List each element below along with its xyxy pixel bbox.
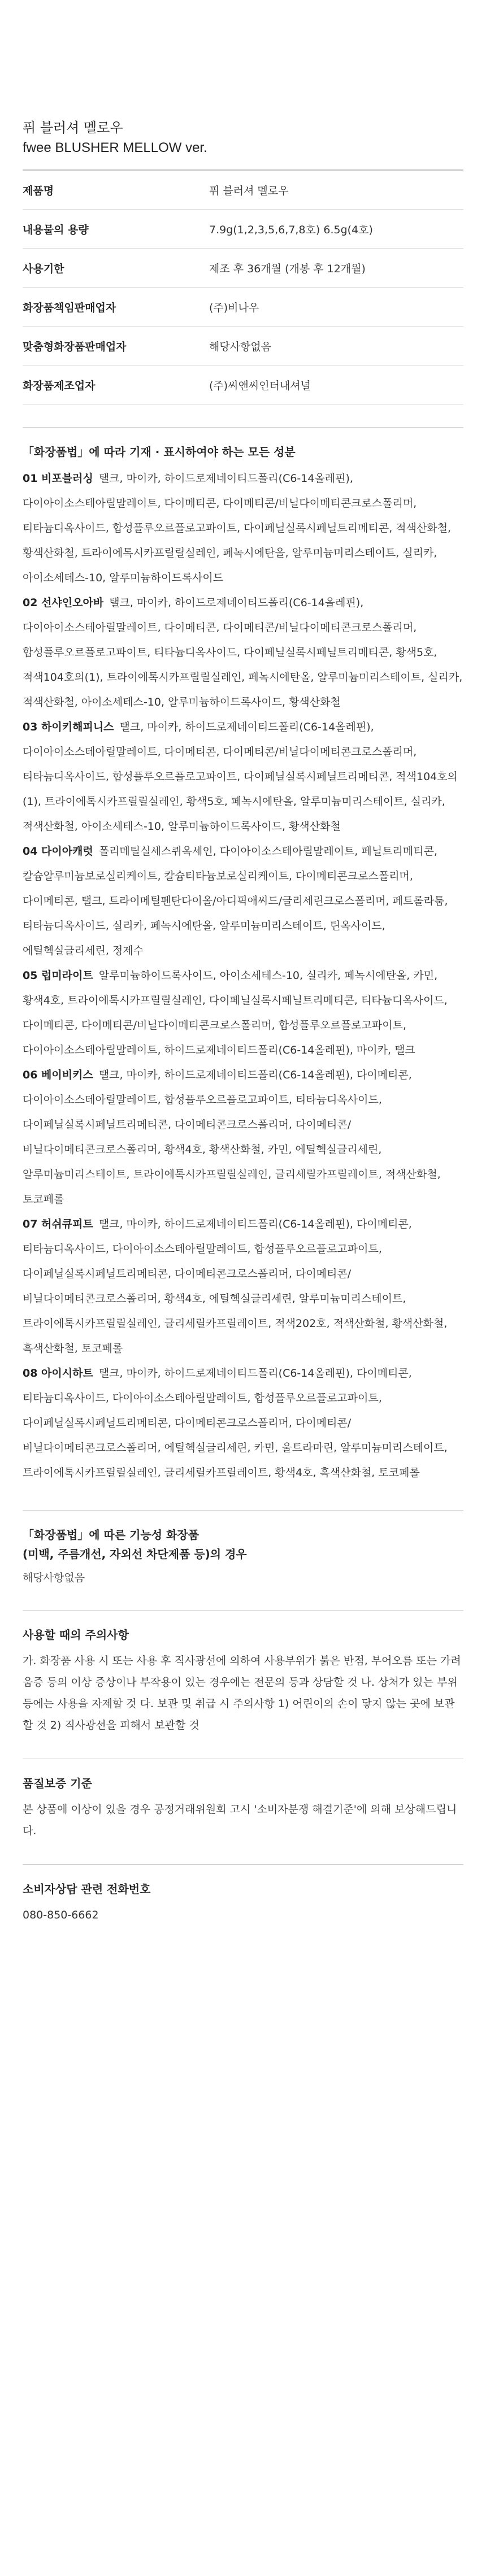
ingredient-list: 탤크, 마이카, 하이드로제네이티드폴리(C6-14올레핀), 다이메티콘, 다이아이소스테아릴말레이트, 합성플루오르플로고파이트, 티타늄디옥사이드, 다이페닐실록시페닐트리메티콘, 다이메티콘크로스폴리머, 다이메티콘/비닐다이메티콘크로스폴리머, 황색4호, 황색산화철, 카민, 에틸헥실글리세린, 알루미늄미리스테이트, 트라이에톡시카프릴릴실레인, 글리세릴카프릴레이트, 적색산화철, 토코페롤 — [23, 1069, 441, 1206]
shade-name: 02 선샤인오아바 — [23, 597, 104, 609]
ingredient-item — [23, 1063, 463, 1212]
functional-title: 「화장품법」에 따른 기능성 화장품 (미백, 주름개선, 자외선 차단제품 등)의 경우 — [23, 1528, 247, 1561]
ingredient-list: 알루미늄하이드록사이드, 아이소세테스-10, 실리카, 페녹시에탄올, 카민, 황색4호, 트라이에톡시카프릴릴실레인, 다이페닐실록시페닐트리메티콘, 티타늄디옥사이드, 다이메티콘, 다이메티콘/비닐다이메티콘크로스폴리머, 합성플루오르플로고파이트, 다이아이소스테아릴말레이트, 하이드로제네이티드폴리(C6-14올레핀), 마이카, 탤크 — [23, 969, 448, 1056]
ingredient-item — [23, 1361, 463, 1485]
ingredient-item — [23, 1212, 463, 1361]
ingredient-list: 탤크, 마이카, 하이드로제네이티드폴리(C6-14올레핀), 다이메티콘, 티타늄디옥사이드, 다이아이소스테아릴말레이트, 합성플루오르플로고파이트, 다이페닐실록시페닐트리메티콘, 다이메티콘크로스폴리머, 다이메티콘/비닐다이메티콘크로스폴리머, 황색4호, 에틸헥실글리세린, 알루미늄미리스테이트, 트라이에톡시카프릴릴실레인, 글리세릴카프릴레이트, 적색202호, 적색산화철, 황색산화철, 흑색산화철, 토코페롤 — [23, 1218, 448, 1355]
ingredient-item — [23, 963, 463, 1063]
ingredient-list: 탤크, 마이카, 하이드로제네이티드폴리(C6-14올레핀), 다이아이소스테아릴말레이트, 다이메티콘, 다이메티콘/비닐다이메티콘크로스폴리머, 티타늄디옥사이드, 합성플루오르플로고파이트, 다이페닐실록시페닐트리메티콘, 적색산화철, 황색산화철, 트라이에톡시카프릴릴실레인, 페녹시에탄올, 알루미늄미리스테이트, 실리카, 아이소세테스-10, 알루미늄하이드록사이드 — [23, 472, 452, 584]
product-name-korean: 퓌 블러셔 멜로우 — [23, 120, 123, 136]
functional-cosmetics-section — [23, 1510, 463, 1587]
shade-name: 07 허쉬큐피트 — [23, 1218, 93, 1230]
info-key: 화장품책임판매업자 — [23, 301, 116, 314]
ingredient-item — [23, 466, 463, 590]
ingredient-item — [23, 715, 463, 839]
info-value: (주)비나우 — [209, 301, 259, 314]
shade-name: 06 베이비키스 — [23, 1069, 93, 1081]
info-row-distributor — [23, 288, 463, 327]
ingredient-item — [23, 839, 463, 963]
ingredient-list: 폴리메틸실세스퀴옥세인, 다이아이소스테아릴말레이트, 페닐트리메티콘, 칼슘알루미늄보로실리케이트, 칼슘티타늄보로실리케이트, 다이메티콘크로스폴리머, 다이메티콘, 탤크, 트라이메틸펜탄다이올/아디픽애씨드/글리세린크로스폴리머, 페트롤라툼, 티타늄디옥사이드, 실리카, 페녹시에탄올, 알루미늄미리스테이트, 틴옥사이드, 에틸헥실글리세린, 정제수 — [23, 845, 448, 957]
caution-section — [23, 1610, 463, 1736]
info-row-volume — [23, 210, 463, 249]
info-row-product-name — [23, 171, 463, 210]
caution-text: 가. 화장품 사용 시 또는 사용 후 직사광선에 의하여 사용부위가 붉은 반점, 부어오름 또는 가려움증 등의 이상 증상이나 부작용이 있는 경우에는 전문의 등과 상담할 것 나. 상처가 있는 부위 등에는 사용을 자제할 것 다. 보관 및 취급 시 주의사항 1) 어린이의 손이 닿지 않는 곳에 보관할 것 2) 직사광선을 피해서 보관할 것 — [23, 1655, 461, 1731]
ingredients-section — [23, 427, 463, 1485]
info-value: 퓌 블러셔 멜로우 — [209, 184, 289, 197]
info-value: 7.9g(1,2,3,5,6,7,8호) 6.5g(4호) — [209, 223, 373, 236]
product-info-table — [23, 169, 463, 404]
shade-name: 08 아이시하트 — [23, 1367, 93, 1380]
shade-name: 05 럽미라이트 — [23, 969, 93, 982]
quality-text: 본 상품에 이상이 있을 경우 공정거래위원회 고시 '소비자분쟁 해결기준'에 의해 보상해드립니다. — [23, 1803, 457, 1837]
info-value: 제조 후 36개월 (개봉 후 12개월) — [209, 262, 366, 275]
info-key: 맞춤형화장품판매업자 — [23, 340, 127, 353]
info-row-custom-seller — [23, 327, 463, 365]
contact-title: 소비자상담 관련 전화번호 — [23, 1882, 151, 1896]
info-row-expiry — [23, 249, 463, 288]
caution-title: 사용할 때의 주의사항 — [23, 1628, 129, 1642]
product-name-english: fwee BLUSHER MELLOW ver. — [23, 140, 207, 155]
quality-section — [23, 1759, 463, 1842]
contact-section — [23, 1864, 463, 1926]
shade-name: 01 비포블러싱 — [23, 472, 93, 485]
ingredient-list: 탤크, 마이카, 하이드로제네이티드폴리(C6-14올레핀), 다이메티콘, 티타늄디옥사이드, 다이아이소스테아릴말레이트, 합성플루오르플로고파이트, 다이페닐실록시페닐트리메티콘, 다이메티콘크로스폴리머, 다이메티콘/비닐다이메티콘크로스폴리머, 에틸헥실글리세린, 카민, 울트라마린, 알루미늄미리스테이트, 트라이에톡시카프릴릴실레인, 글리세릴카프릴레이트, 황색4호, 흑색산화철, 토코페롤 — [23, 1367, 448, 1479]
ingredient-list: 탤크, 마이카, 하이드로제네이티드폴리(C6-14올레핀), 다이아이소스테아릴말레이트, 다이메티콘, 다이메티콘/비닐다이메티콘크로스폴리머, 티타늄디옥사이드, 합성플루오르플로고파이트, 다이페닐실록시페닐트리메티콘, 적색104호의(1), 트라이에톡시카프릴릴실레인, 황색5호, 페녹시에탄올, 알루미늄미리스테이트, 실리카, 적색산화철, 아이소세테스-10, 알루미늄하이드록사이드, 황색산화철 — [23, 721, 458, 833]
info-value: 해당사항없음 — [209, 340, 272, 353]
ingredients-title: 「화장품법」에 따라 기재 · 표시하여야 하는 모든 성분 — [23, 445, 296, 459]
info-key: 화장품제조업자 — [23, 379, 96, 392]
info-key: 사용기한 — [23, 262, 64, 275]
info-value: (주)씨앤씨인터내셔널 — [209, 379, 311, 392]
shade-name: 04 다이아캐럿 — [23, 845, 93, 858]
ingredient-list: 탤크, 마이카, 하이드로제네이티드폴리(C6-14올레핀), 다이아이소스테아릴말레이트, 다이메티콘, 다이메티콘/비닐다이메티콘크로스폴리머, 합성플루오르플로고파이트, 티타늄디옥사이드, 다이페닐실록시페닐트리메티콘, 황색5호, 적색104호의(1), 트라이에톡시카프릴릴실레인, 페녹시에탄올, 알루미늄미리스테이트, 실리카, 적색산화철, 아이소세테스-10, 알루미늄하이드록사이드, 황색산화철 — [23, 597, 463, 708]
info-row-manufacturer — [23, 365, 463, 404]
contact-phone: 080-850-6662 — [23, 1909, 99, 1921]
product-header — [23, 0, 463, 158]
shade-name: 03 하이키해피니스 — [23, 721, 114, 733]
functional-value: 해당사항없음 — [23, 1572, 85, 1584]
ingredient-item — [23, 590, 463, 715]
info-key: 내용물의 용량 — [23, 223, 89, 236]
quality-title: 품질보증 기준 — [23, 1777, 92, 1790]
info-key: 제품명 — [23, 184, 54, 197]
